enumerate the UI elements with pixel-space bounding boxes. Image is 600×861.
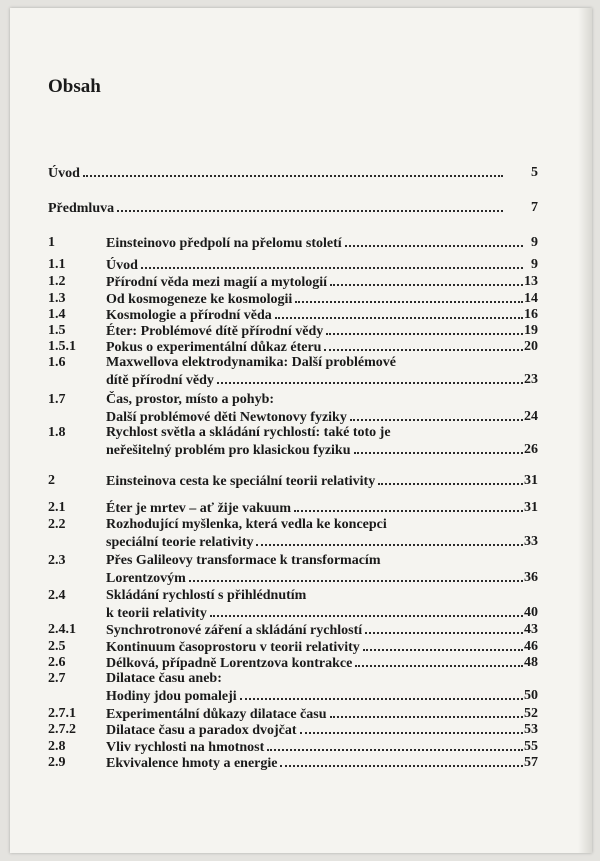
toc-entry-number: 1.3: [48, 291, 66, 306]
toc-entry-number: [48, 199, 506, 217]
toc-entry-title-line: Synchrotronové záření a skládání rychlostí: [106, 623, 363, 638]
dot-leader: [365, 621, 523, 634]
toc-entry-number: 1.5: [48, 323, 66, 338]
toc-entry-number: 2.7.1: [48, 706, 76, 721]
dot-leader: [117, 199, 503, 212]
dot-leader: [355, 654, 523, 667]
toc-entry-number: 2.4: [48, 588, 66, 603]
toc-page-number: 16: [524, 307, 538, 322]
toc-entry-title-line: Einsteinova cesta ke speciální teorii relativity: [106, 474, 376, 489]
toc-entry-title: [106, 516, 526, 551]
toc-entry-title-line: Kontinuum časoprostoru v teorii relativity: [106, 640, 360, 655]
toc-page-number: 31: [524, 500, 538, 515]
dot-leader: [217, 371, 523, 384]
toc-page-number: 23: [524, 372, 538, 387]
toc-entry-title-line: Přes Galileovy transformace k transformacím: [106, 553, 381, 568]
toc-page-number: 46: [524, 639, 538, 654]
toc-entry-title: [106, 256, 526, 274]
toc-page-number: 31: [524, 473, 538, 488]
toc-page-number: 55: [524, 739, 538, 754]
toc-entry-number: 2.7: [48, 671, 66, 686]
toc-entry-title: [106, 587, 526, 622]
contents-heading: Obsah: [48, 76, 101, 97]
toc-entry-title-line: Rozhodující myšlenka, která vedla ke koncepci: [106, 517, 387, 532]
toc-page-number: 50: [524, 688, 538, 703]
toc-entry-number: [48, 164, 506, 182]
toc-entry-number: 2.3: [48, 553, 66, 568]
toc-page-number: 14: [524, 291, 538, 306]
toc-entry-number: 1.1: [48, 257, 66, 272]
toc-page-number: 20: [524, 339, 538, 354]
toc-entry-title-line: dítě přírodní vědy: [106, 373, 214, 388]
toc-entry-title-line: Délková, případně Lorentzova kontrakce: [106, 656, 353, 671]
dot-leader: [326, 322, 523, 335]
toc-entry-number: 2.9: [48, 755, 66, 770]
toc-entry-title-line: Vliv rychlosti na hmotnost: [106, 740, 265, 755]
toc-entry-title-line: Pokus o experimentální důkaz éteru: [106, 340, 322, 355]
toc-entry-number: 1.7: [48, 392, 66, 407]
toc-page-number: 26: [524, 442, 538, 457]
toc-entry-number: 2.2: [48, 517, 66, 532]
toc-entry-title: [106, 424, 526, 459]
toc-entry-title-line: Lorentzovým: [106, 571, 186, 586]
toc-entry-title-line: Rychlost světla a skládání rychlostí: také toto je: [106, 425, 391, 440]
dot-leader: [295, 290, 523, 303]
dot-leader: [354, 441, 523, 454]
toc-page-number: 24: [524, 409, 538, 424]
toc-entry-title: [106, 499, 526, 517]
book-page: [10, 8, 592, 853]
toc-entry-number: 1.4: [48, 307, 66, 322]
toc-entry-number: 2: [48, 473, 55, 488]
toc-entry-title-line: Ekvivalence hmoty a energie: [106, 756, 278, 771]
dot-leader: [330, 273, 523, 286]
toc-entry-title-line: Od kosmogeneze ke kosmologii: [106, 292, 293, 307]
dot-leader: [294, 499, 523, 512]
toc-entry-title-line: Dilatace času aneb:: [106, 671, 222, 686]
toc-entry-title-line: Další problémové děti Newtonovy fyziky: [106, 410, 347, 425]
dot-leader: [345, 234, 523, 247]
toc-page-number: 5: [531, 165, 538, 180]
toc-page-number: 19: [524, 323, 538, 338]
dot-leader: [300, 721, 523, 734]
toc-page-number: 9: [531, 235, 538, 250]
toc-entry-title-line: Einsteinovo předpolí na přelomu století: [106, 236, 342, 251]
toc-entry-title: [106, 354, 526, 389]
dot-leader: [83, 164, 503, 177]
dot-leader: [350, 408, 523, 421]
dot-leader: [256, 533, 523, 546]
toc-page-number: 40: [524, 605, 538, 620]
toc-entry-number: 2.6: [48, 655, 66, 670]
toc-page-number: 36: [524, 570, 538, 585]
toc-entry-number: 1.2: [48, 274, 66, 289]
toc-entry-number: 2.5: [48, 639, 66, 654]
dot-leader: [280, 754, 523, 767]
toc-page-number: 9: [531, 257, 538, 272]
dot-leader: [324, 338, 523, 351]
toc-entry-title: [106, 721, 526, 739]
toc-entry-title: [106, 391, 526, 426]
dot-leader: [210, 604, 523, 617]
toc-entry-number: 1.5.1: [48, 339, 76, 354]
dot-leader: [267, 738, 523, 751]
dot-leader: [363, 638, 523, 651]
toc-entry-title-line: k teorii relativity: [106, 606, 207, 621]
toc-entry-title-line: Úvod: [106, 258, 138, 273]
toc-page-number: 52: [524, 706, 538, 721]
toc-entry-number: 1.8: [48, 425, 66, 440]
toc-entry-title-line: neřešitelný problém pro klasickou fyziku: [106, 443, 351, 458]
page-spine-shadow: [578, 8, 592, 853]
toc-entry-title: [106, 621, 526, 639]
toc-entry-title: [106, 472, 526, 490]
dot-leader: [141, 256, 523, 269]
toc-entry-number: 2.4.1: [48, 622, 76, 637]
toc-page-number: 53: [524, 722, 538, 737]
toc-page-number: 48: [524, 655, 538, 670]
toc-entry-number: 1: [48, 235, 55, 250]
toc-entry-title-line: Éter: Problémové dítě přírodní vědy: [106, 324, 324, 339]
toc-entry-number: 2.8: [48, 739, 66, 754]
toc-entry-title-line: Čas, prostor, místo a pohyb:: [106, 392, 275, 407]
toc-entry-number: 2.1: [48, 500, 66, 515]
toc-entry-title: [106, 754, 526, 772]
dot-leader: [189, 569, 523, 582]
toc-entry-title: [106, 234, 526, 252]
toc-page-number: 33: [524, 534, 538, 549]
dot-leader: [378, 472, 523, 485]
toc-entry-title-line: Maxwellova elektrodynamika: Další problémové: [106, 355, 396, 370]
toc-page-number: 7: [531, 200, 538, 215]
toc-entry-title: [106, 670, 526, 705]
toc-entry-title-line: Éter je mrtev – ať žije vakuum: [106, 501, 292, 516]
toc-entry-title-line: Experimentální důkazy dilatace času: [106, 707, 327, 722]
toc-entry-label: Úvod: [48, 166, 80, 181]
toc-page-number: 13: [524, 274, 538, 289]
toc-entry-number: 1.6: [48, 355, 66, 370]
toc-entry-title-line: speciální teorie relativity: [106, 535, 254, 550]
toc-entry-title-line: Skládání rychlostí s přihlédnutím: [106, 588, 307, 603]
toc-entry-title: [106, 273, 526, 291]
toc-page-number: 43: [524, 622, 538, 637]
toc-entry-label: Předmluva: [48, 201, 115, 216]
toc-entry-title-line: Přírodní věda mezi magií a mytologií: [106, 275, 327, 290]
toc-entry-title-line: Dilatace času a paradox dvojčat: [106, 723, 297, 738]
dot-leader: [240, 687, 523, 700]
toc-entry-title-line: Kosmologie a přírodní věda: [106, 308, 272, 323]
toc-page-number: 57: [524, 755, 538, 770]
toc-entry-title: [106, 552, 526, 587]
toc-entry-title-line: Hodiny jdou pomaleji: [106, 689, 237, 704]
dot-leader: [275, 306, 523, 319]
dot-leader: [330, 705, 523, 718]
toc-entry-number: 2.7.2: [48, 722, 76, 737]
